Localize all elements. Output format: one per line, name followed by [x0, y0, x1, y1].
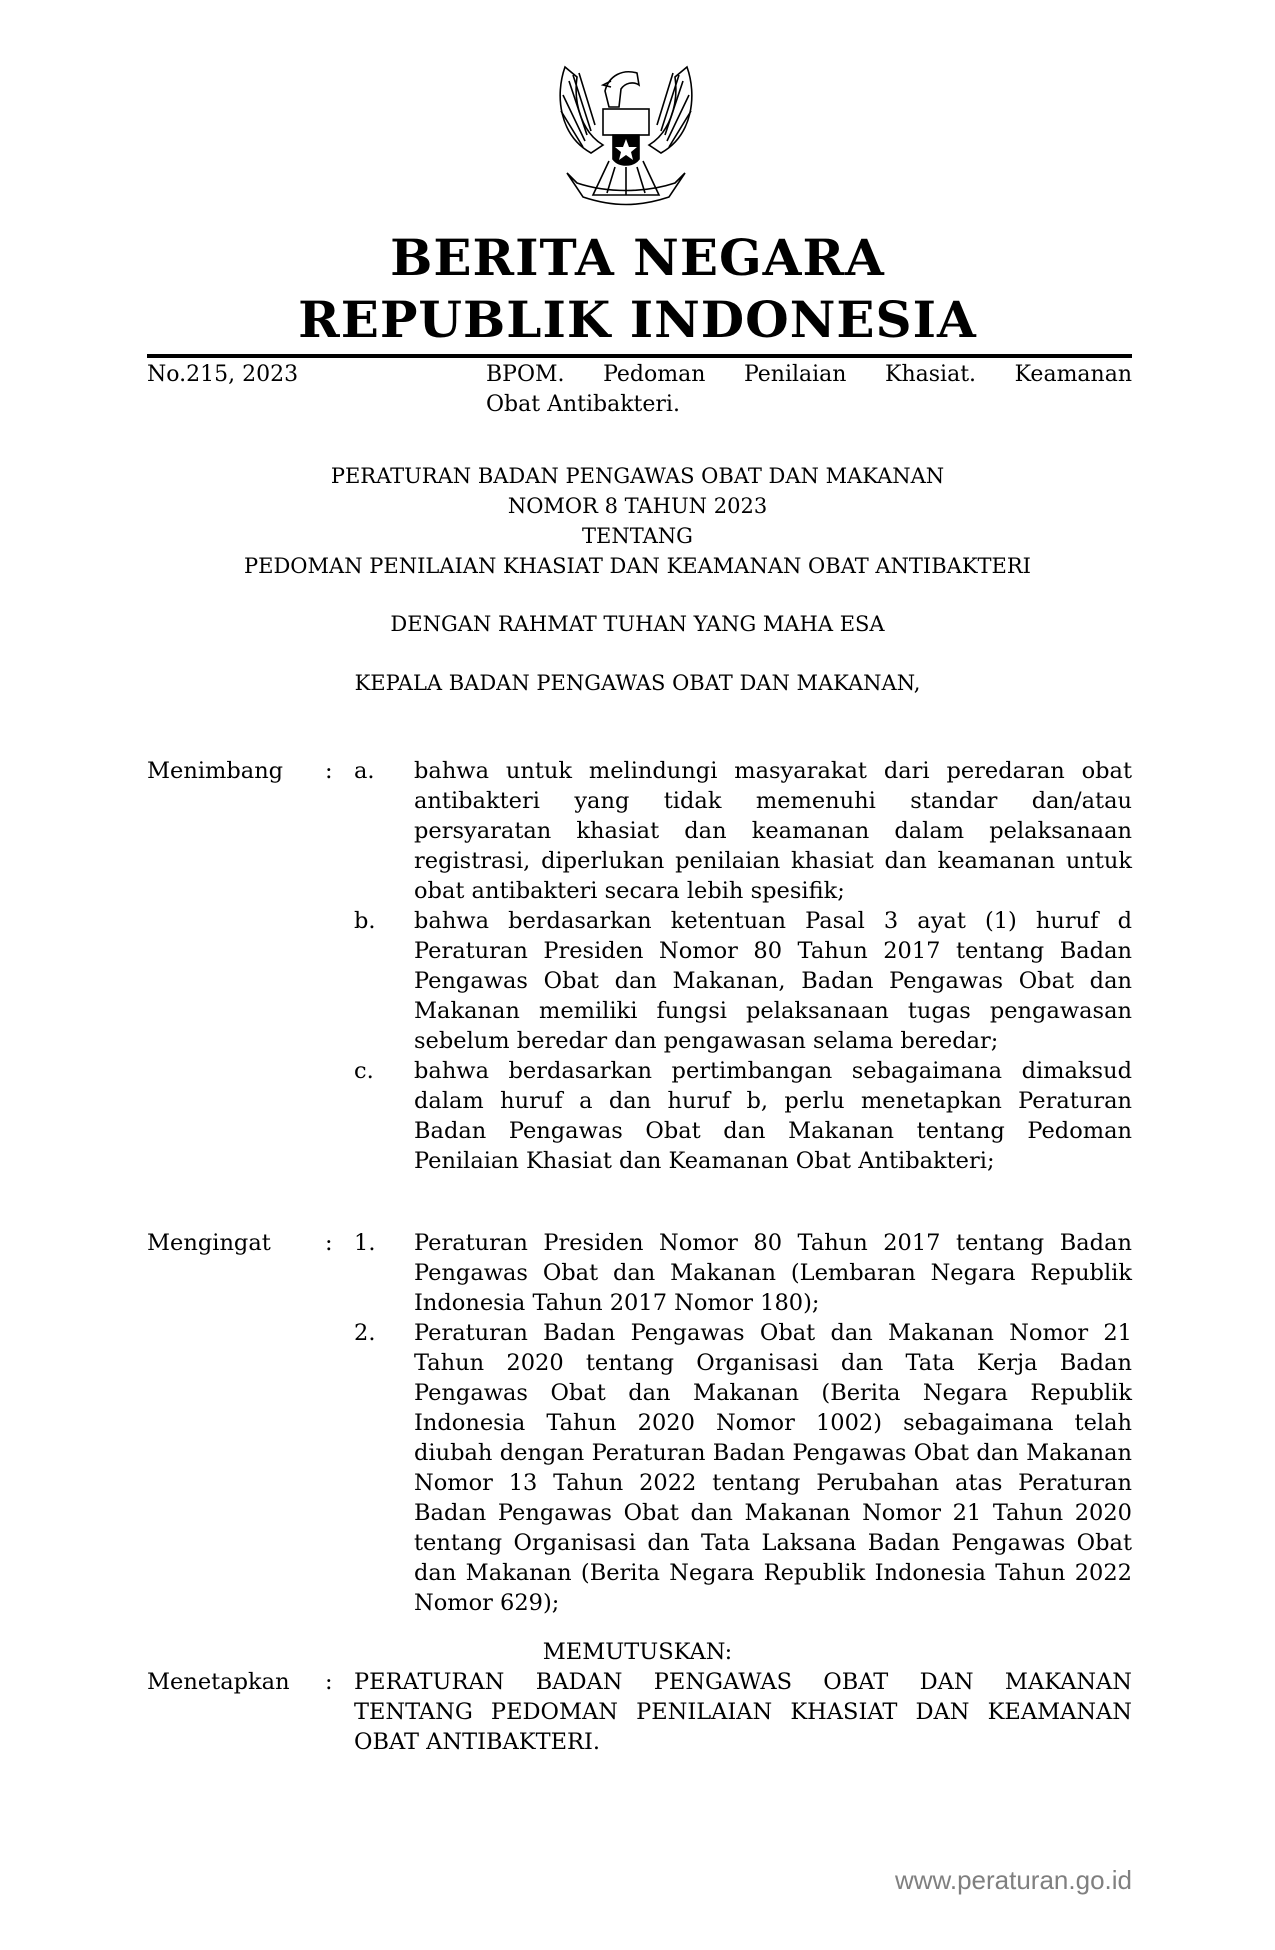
list-item — [147, 1228, 1132, 1318]
item-text: bahwa berdasarkan pertimbangan sebagaimana dimaksud dalam huruf a dan huruf b, perlu menetapkan Peraturan Badan Pengawas Obat dan Makanan tentang Pedoman Penilaian Khasiat dan Keamanan Obat Antibakteri; — [414, 1058, 1132, 1174]
gazette-summary-line2: Obat Antibakteri. — [486, 392, 680, 417]
masthead-title-line2: REPUBLIK INDONESIA — [298, 290, 977, 349]
issuing-authority: KEPALA BADAN PENGAWAS OBAT DAN MAKANAN, — [354, 671, 921, 695]
memutuskan-heading: MEMUTUSKAN: — [542, 1639, 733, 1665]
section-mengingat — [147, 1228, 1132, 1618]
section-menimbang — [147, 756, 1132, 1176]
section-colon: : — [325, 1230, 333, 1256]
item-marker: 1. — [354, 1230, 376, 1256]
list-item — [147, 1056, 1132, 1176]
regulation-title-line1: PERATURAN BADAN PENGAWAS OBAT DAN MAKANAN — [330, 464, 945, 488]
section-colon: : — [325, 1669, 333, 1695]
item-text: bahwa berdasarkan ketentuan Pasal 3 ayat (1) huruf d Peraturan Presiden Nomor 80 Tahun 2017 tentang Badan Pengawas Obat dan Makanan, Badan Pengawas Obat dan Makanan memiliki fungsi pelaksanaan tugas pengawasan sebelum beredar dan pengawasan selama beredar; — [414, 908, 1132, 1054]
masthead-title-line1: BERITA NEGARA — [390, 228, 885, 287]
section-label: Menimbang — [147, 758, 284, 784]
item-marker: b. — [354, 908, 376, 934]
section-menetapkan — [147, 1667, 1132, 1757]
regulation-number: NOMOR 8 TAHUN 2023 — [507, 494, 768, 518]
section-label: Menetapkan — [147, 1669, 290, 1695]
item-text: Peraturan Presiden Nomor 80 Tahun 2017 tentang Badan Pengawas Obat dan Makanan (Lembaran Negara Republik Indonesia Tahun 2017 Nomor 180); — [414, 1230, 1132, 1316]
item-text: bahwa untuk melindungi masyarakat dari peredaran obat antibakteri yang tidak memenuhi standar dan/atau persyaratan khasiat dan keamanan dalam pelaksanaan registrasi, diperlukan penilaian khasiat dan keamanan untuk obat antibakteri secara lebih spesifik; — [414, 758, 1132, 904]
item-marker: c. — [354, 1058, 374, 1084]
regulation-subject: PEDOMAN PENILAIAN KHASIAT DAN KEAMANAN OBAT ANTIBAKTERI — [244, 554, 1031, 578]
item-marker: a. — [354, 758, 375, 784]
list-item — [147, 906, 1132, 1056]
item-text: Peraturan Badan Pengawas Obat dan Makanan Nomor 21 Tahun 2020 tentang Organisasi dan Tata Kerja Badan Pengawas Obat dan Makanan (Berita Negara Republik Indonesia Tahun 2020 Nomor 1002) sebagaimana telah diubah dengan Peraturan Badan Pengawas Obat dan Makanan Nomor 13 Tahun 2022 tentang Perubahan atas Peraturan Badan Pengawas Obat dan Makanan Nomor 21 Tahun 2020 tentang Organisasi dan Tata Laksana Badan Pengawas Obat dan Makanan (Berita Negara Republik Indonesia Tahun 2022 Nomor 629); — [414, 1320, 1132, 1616]
invocation: DENGAN RAHMAT TUHAN YANG MAHA ESA — [390, 612, 885, 636]
regulation-tentang: TENTANG — [582, 524, 693, 548]
section-colon: : — [325, 758, 333, 784]
list-item — [147, 1318, 1132, 1618]
gazette-number: No.215, 2023 — [147, 362, 299, 387]
section-label: Mengingat — [147, 1230, 271, 1256]
enactment-text: PERATURAN BADAN PENGAWAS OBAT DAN MAKANAN TENTANG PEDOMAN PENILAIAN KHASIAT DAN KEAMANAN OBAT ANTIBAKTERI. — [354, 1669, 1132, 1755]
garuda-pancasila-emblem-icon — [553, 55, 699, 215]
source-url[interactable]: www.peraturan.go.id — [894, 1865, 1132, 1895]
masthead-divider — [147, 354, 1132, 358]
gazette-summary — [486, 360, 1132, 420]
item-marker: 2. — [354, 1320, 376, 1346]
list-item — [147, 756, 1132, 906]
gazette-summary-line1: BPOM. Pedoman Penilaian Khasiat. Keamanan — [486, 362, 1132, 387]
